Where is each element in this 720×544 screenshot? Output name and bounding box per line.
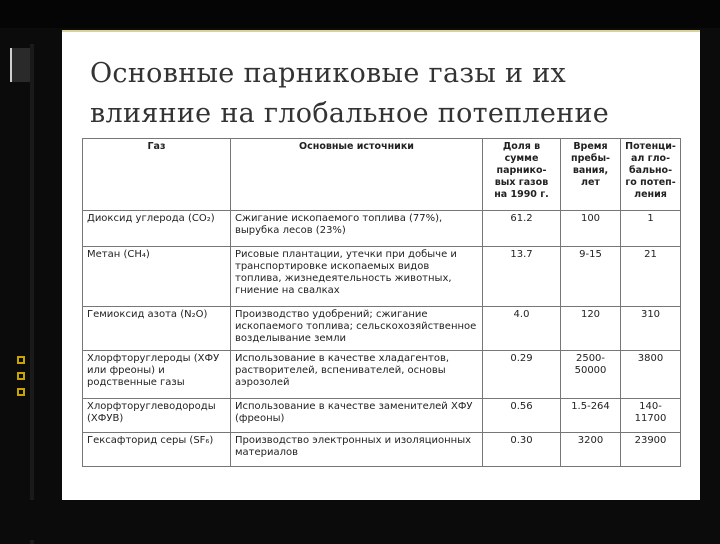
table-row [83,307,681,351]
cell-share: 0.56 [483,399,561,433]
cell-lifetime: 1.5-264 [561,399,621,433]
cell-share: 4.0 [483,307,561,351]
title-line-1: Основные парниковые газы и их [90,58,567,89]
decor-square-1 [17,356,25,364]
cell-sources: Использование в качестве хладагентов, растворителей, вспенивателей, основы аэрозолей [231,351,483,399]
slide-title [90,54,690,134]
table-row [83,399,681,433]
header-gas: Газ [83,139,231,211]
table-row [83,247,681,307]
top-band [0,0,720,28]
cell-share: 0.30 [483,433,561,467]
cell-gwp: 310 [621,307,681,351]
cell-share: 0.29 [483,351,561,399]
cell-gas: Диоксид углерода (CO₂) [83,211,231,247]
cell-gwp: 21 [621,247,681,307]
table-row [83,433,681,467]
cell-gas: Хлорфторуглероды (ХФУ или фреоны) и родственные газы [83,351,231,399]
cell-gwp: 23900 [621,433,681,467]
cell-gas: Гексафторид серы (SF₆) [83,433,231,467]
bottom-band [0,500,720,540]
table-header-row [83,139,681,211]
header-share: Доля в сумме парнико-вых газов на 1990 г. [483,139,561,211]
header-sources: Основные источники [231,139,483,211]
cell-lifetime: 3200 [561,433,621,467]
cell-lifetime: 100 [561,211,621,247]
cell-sources: Производство удобрений; сжигание ископаемого топлива; сельскохозяйственное возделывание земли [231,307,483,351]
cell-lifetime: 2500-50000 [561,351,621,399]
slide [62,30,700,502]
cell-share: 13.7 [483,247,561,307]
decor-square-3 [17,388,25,396]
cell-sources: Производство электронных и изоляционных материалов [231,433,483,467]
cell-gwp: 3800 [621,351,681,399]
decor-square-2 [17,372,25,380]
cell-gas: Метан (CH₄) [83,247,231,307]
header-lifetime: Время пребы-вания, лет [561,139,621,211]
cell-sources: Сжигание ископаемого топлива (77%), вырубка лесов (23%) [231,211,483,247]
cell-lifetime: 9-15 [561,247,621,307]
cell-gwp: 140-11700 [621,399,681,433]
cell-gas: Гемиоксид азота (N₂O) [83,307,231,351]
gas-table [82,138,681,467]
cell-lifetime: 120 [561,307,621,351]
header-gwp: Потенци-ал гло-бально-го потеп-ления [621,139,681,211]
decor-bar [10,48,30,82]
cell-share: 61.2 [483,211,561,247]
decor-stripe [30,44,34,544]
cell-gwp: 1 [621,211,681,247]
table-row [83,351,681,399]
cell-gas: Хлорфторуглеводороды (ХФУВ) [83,399,231,433]
table-row [83,211,681,247]
title-line-2: влияние на глобальное потепление [90,98,610,129]
cell-sources: Рисовые плантации, утечки при добыче и транспортировке ископаемых видов топлива, жизнедеятельность животных, гниение на свалках [231,247,483,307]
cell-sources: Использование в качестве заменителей ХФУ (фреоны) [231,399,483,433]
